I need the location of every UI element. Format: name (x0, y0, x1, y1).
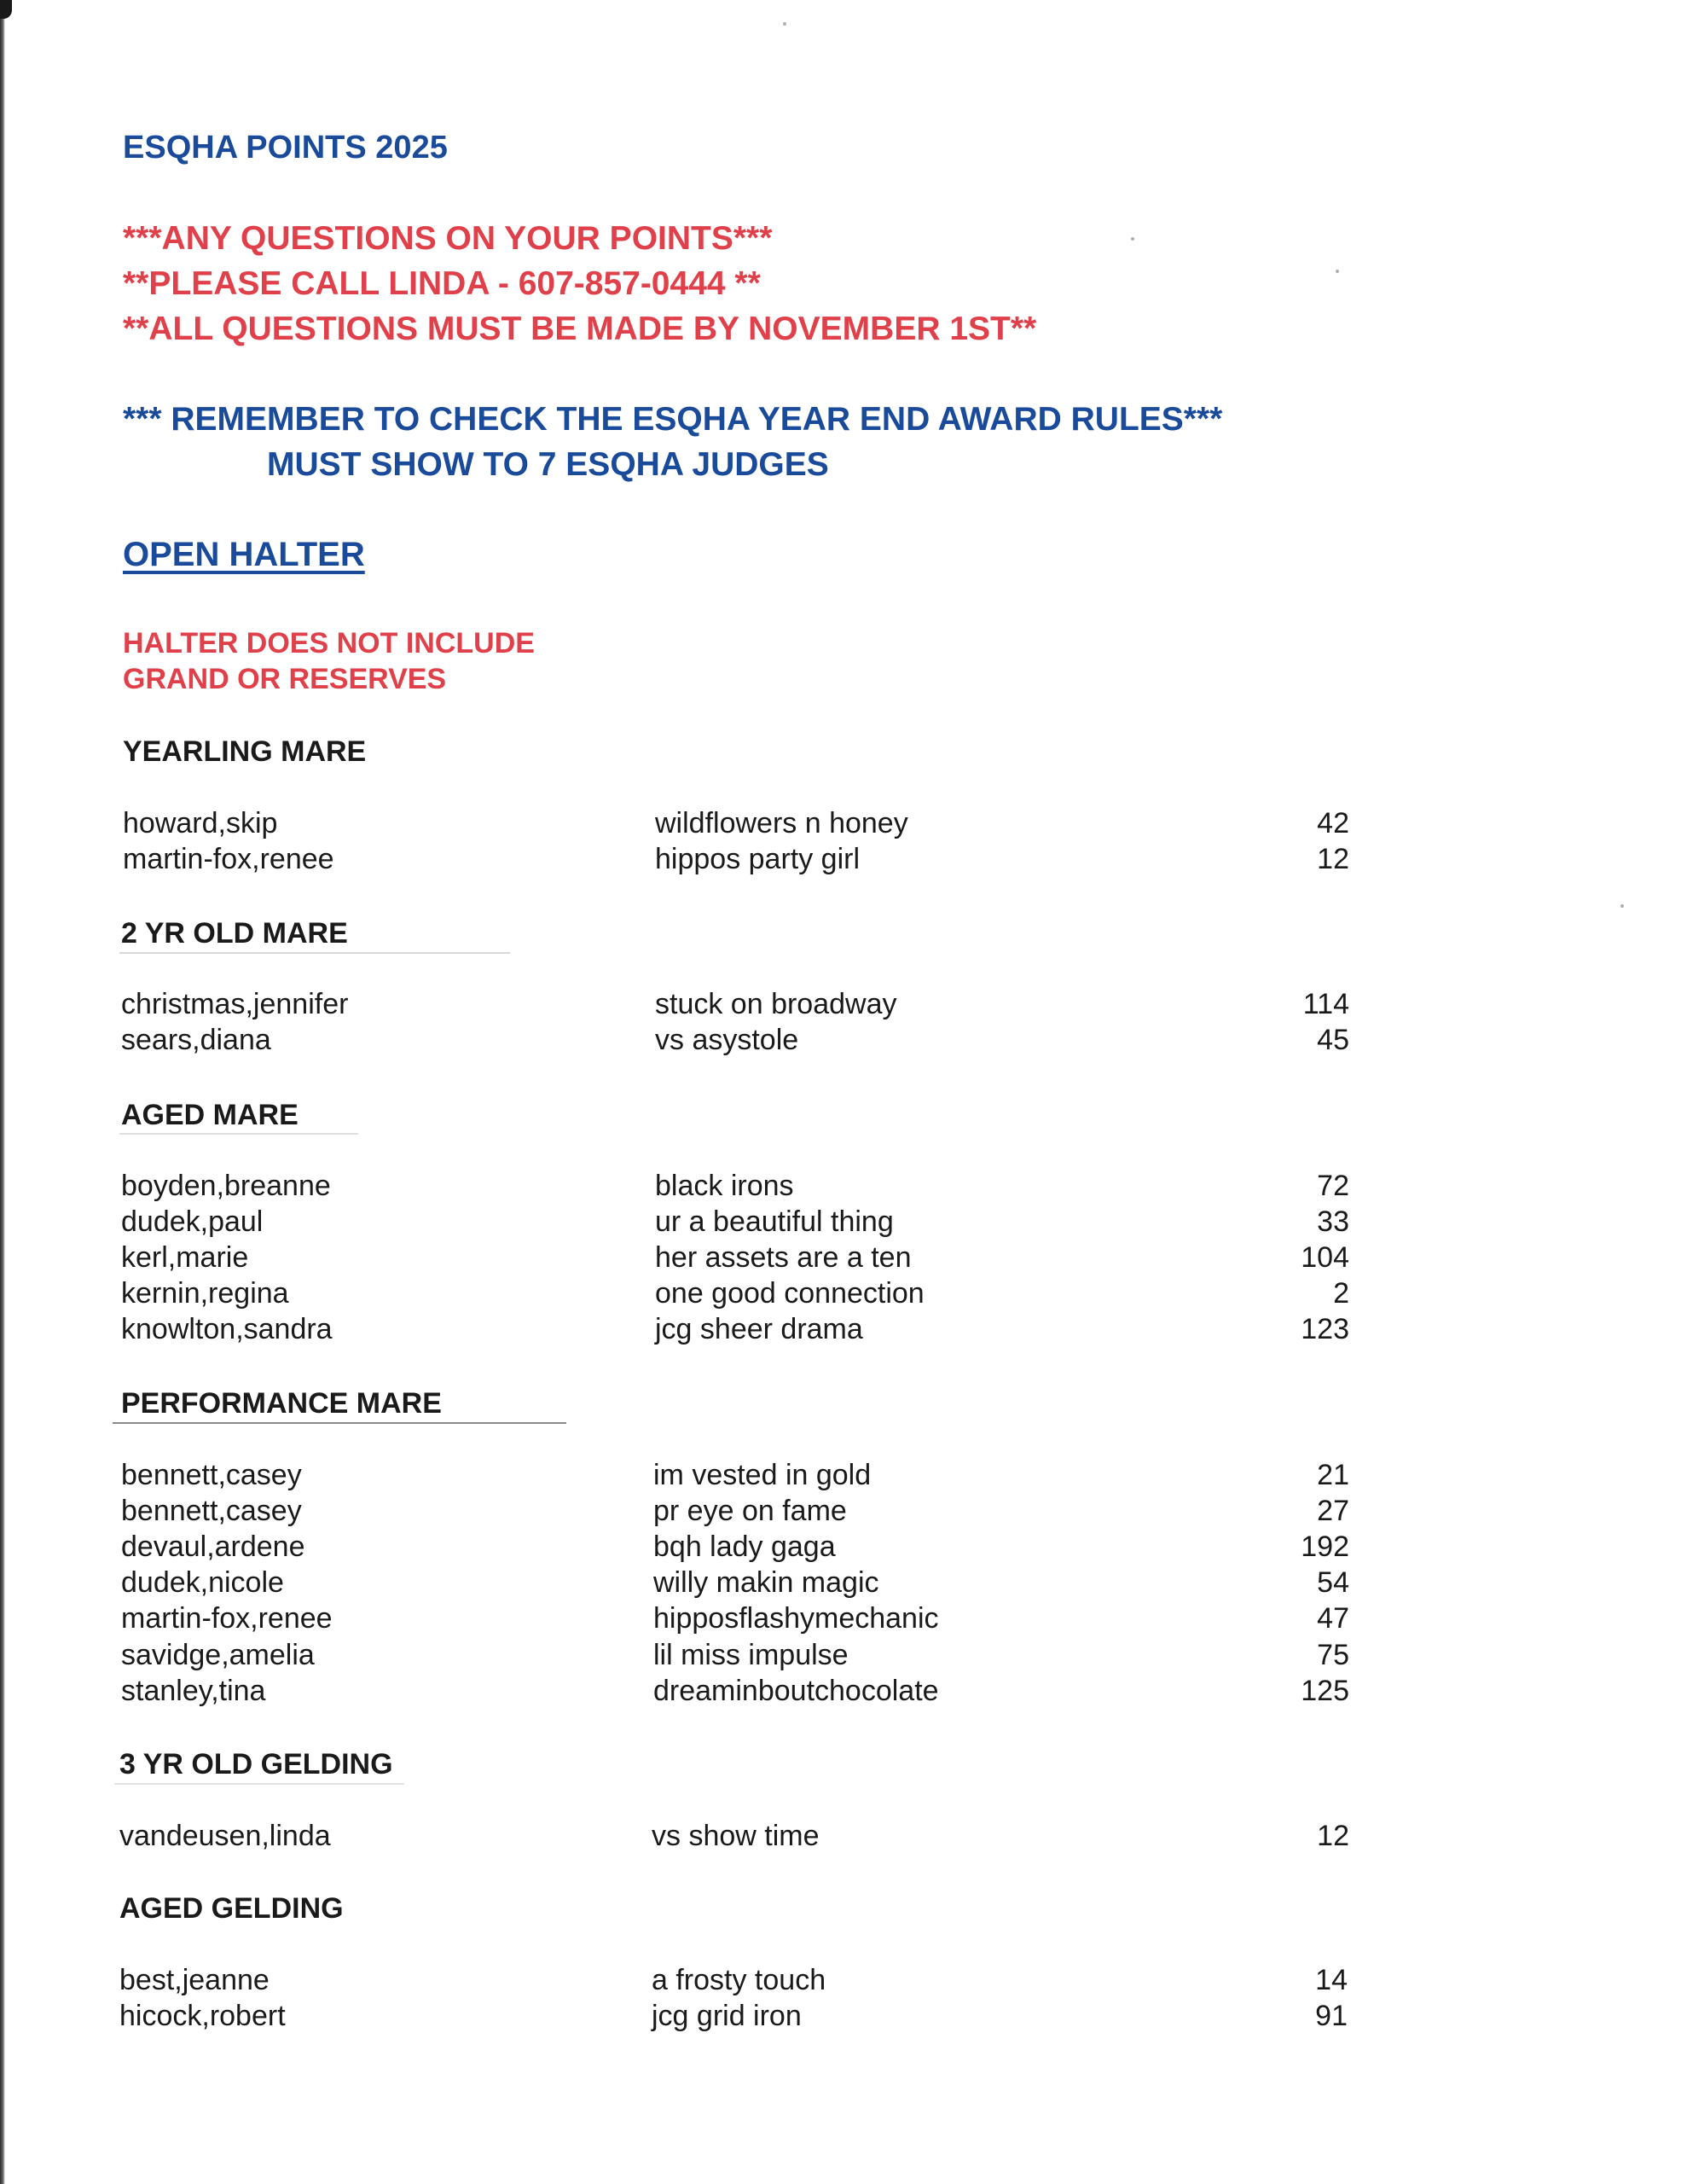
category-underline (114, 1783, 404, 1785)
rider-name: vandeusen,linda (119, 1820, 331, 1852)
table-row (0, 1459, 1687, 1495)
category-heading-yearling-mare: YEARLING MARE (123, 735, 367, 768)
points-value: 114 (1302, 988, 1349, 1020)
points-value: 47 (1317, 1602, 1349, 1635)
rider-name: kerl,marie (121, 1241, 249, 1274)
horse-name: vs show time (652, 1820, 820, 1852)
horse-name: willy makin magic (653, 1566, 879, 1599)
horse-name: im vested in gold (653, 1459, 872, 1491)
horse-name: jcg grid iron (652, 2000, 802, 2032)
rider-name: stanley,tina (121, 1675, 266, 1707)
points-value: 54 (1317, 1566, 1349, 1599)
horse-name: black irons (655, 1170, 794, 1202)
page-title: ESQHA POINTS 2025 (123, 130, 448, 166)
category-heading-performance-mare: PERFORMANCE MARE (121, 1387, 442, 1420)
category-underline (119, 1133, 358, 1135)
table-row (0, 1566, 1687, 1602)
rider-name: devaul,ardene (121, 1531, 305, 1563)
table-row (0, 988, 1687, 1024)
notice-questions-line: ***ANY QUESTIONS ON YOUR POINTS*** (123, 220, 773, 257)
points-value: 192 (1301, 1531, 1349, 1563)
category-underline (113, 1422, 566, 1424)
halter-note-line-2: GRAND OR RESERVES (123, 663, 447, 695)
horse-name: pr eye on fame (653, 1495, 847, 1527)
category-underline (119, 952, 510, 954)
horse-name: hipposflashymechanic (653, 1602, 939, 1635)
horse-name: stuck on broadway (655, 988, 897, 1020)
reminder-judges-line: MUST SHOW TO 7 ESQHA JUDGES (267, 446, 829, 483)
table-row (0, 1170, 1687, 1205)
rider-name: martin-fox,renee (121, 1602, 333, 1635)
table-row (0, 1964, 1687, 2000)
table-row (0, 1495, 1687, 1531)
rider-name: bennett,casey (121, 1495, 302, 1527)
reminder-rules-line: *** REMEMBER TO CHECK THE ESQHA YEAR END AWARD RULES*** (123, 401, 1223, 438)
rider-name: sears,diana (121, 1024, 271, 1056)
scan-speck (1131, 237, 1134, 241)
category-heading-3-yr-old-gelding: 3 YR OLD GELDING (119, 1748, 393, 1780)
scan-corner-mark (0, 0, 12, 19)
horse-name: hippos party girl (655, 843, 861, 875)
horse-name: lil miss impulse (653, 1639, 849, 1671)
rider-name: boyden,breanne (121, 1170, 331, 1202)
points-value: 123 (1301, 1313, 1349, 1345)
points-value: 27 (1317, 1495, 1349, 1527)
points-value: 12 (1317, 1820, 1349, 1852)
section-title-open-halter: OPEN HALTER (123, 536, 365, 573)
horse-name: ur a beautiful thing (655, 1205, 894, 1238)
horse-name: one good connection (655, 1277, 925, 1310)
points-value: 125 (1301, 1675, 1349, 1707)
points-value: 42 (1317, 807, 1349, 839)
category-heading-aged-gelding: AGED GELDING (119, 1892, 344, 1925)
points-value: 12 (1317, 843, 1349, 875)
table-row (0, 1602, 1687, 1638)
table-row (0, 1531, 1687, 1566)
table-row (0, 1205, 1687, 1241)
category-heading-aged-mare: AGED MARE (121, 1099, 299, 1131)
rider-name: christmas,jennifer (121, 988, 349, 1020)
rider-name: bennett,casey (121, 1459, 302, 1491)
table-row (0, 1277, 1687, 1313)
category-heading-2-yr-old-mare: 2 YR OLD MARE (121, 917, 348, 950)
notice-deadline-line: **ALL QUESTIONS MUST BE MADE BY NOVEMBER 1ST** (123, 311, 1037, 347)
points-value: 91 (1315, 2000, 1348, 2032)
scan-speck (1620, 904, 1624, 908)
rider-name: howard,skip (123, 807, 278, 839)
horse-name: bqh lady gaga (653, 1531, 836, 1563)
table-row (0, 807, 1687, 843)
points-value: 2 (1333, 1277, 1349, 1310)
rider-name: dudek,nicole (121, 1566, 284, 1599)
table-row (0, 843, 1687, 879)
horse-name: vs asystole (655, 1024, 799, 1056)
notice-phone-line: **PLEASE CALL LINDA - 607-857-0444 ** (123, 265, 761, 302)
table-row (0, 1241, 1687, 1277)
table-row (0, 1820, 1687, 1856)
rider-name: best,jeanne (119, 1964, 270, 1996)
scan-edge-shadow (0, 0, 5, 2184)
table-row (0, 1313, 1687, 1349)
horse-name: her assets are a ten (655, 1241, 912, 1274)
scan-speck (783, 22, 786, 26)
table-row (0, 2000, 1687, 2036)
points-value: 45 (1317, 1024, 1349, 1056)
scan-speck (1336, 270, 1339, 273)
horse-name: jcg sheer drama (655, 1313, 863, 1345)
points-value: 33 (1317, 1205, 1349, 1238)
table-row (0, 1639, 1687, 1675)
table-row (0, 1675, 1687, 1711)
rider-name: knowlton,sandra (121, 1313, 333, 1345)
points-value: 21 (1317, 1459, 1349, 1491)
horse-name: a frosty touch (652, 1964, 826, 1996)
rider-name: martin-fox,renee (123, 843, 334, 875)
rider-name: hicock,robert (119, 2000, 286, 2032)
rider-name: kernin,regina (121, 1277, 289, 1310)
points-value: 104 (1301, 1241, 1349, 1274)
points-value: 72 (1317, 1170, 1349, 1202)
rider-name: dudek,paul (121, 1205, 264, 1238)
rider-name: savidge,amelia (121, 1639, 315, 1671)
horse-name: wildflowers n honey (655, 807, 908, 839)
table-row (0, 1024, 1687, 1060)
horse-name: dreaminboutchocolate (653, 1675, 939, 1707)
points-value: 14 (1315, 1964, 1348, 1996)
halter-note-line-1: HALTER DOES NOT INCLUDE (123, 627, 535, 659)
points-value: 75 (1317, 1639, 1349, 1671)
